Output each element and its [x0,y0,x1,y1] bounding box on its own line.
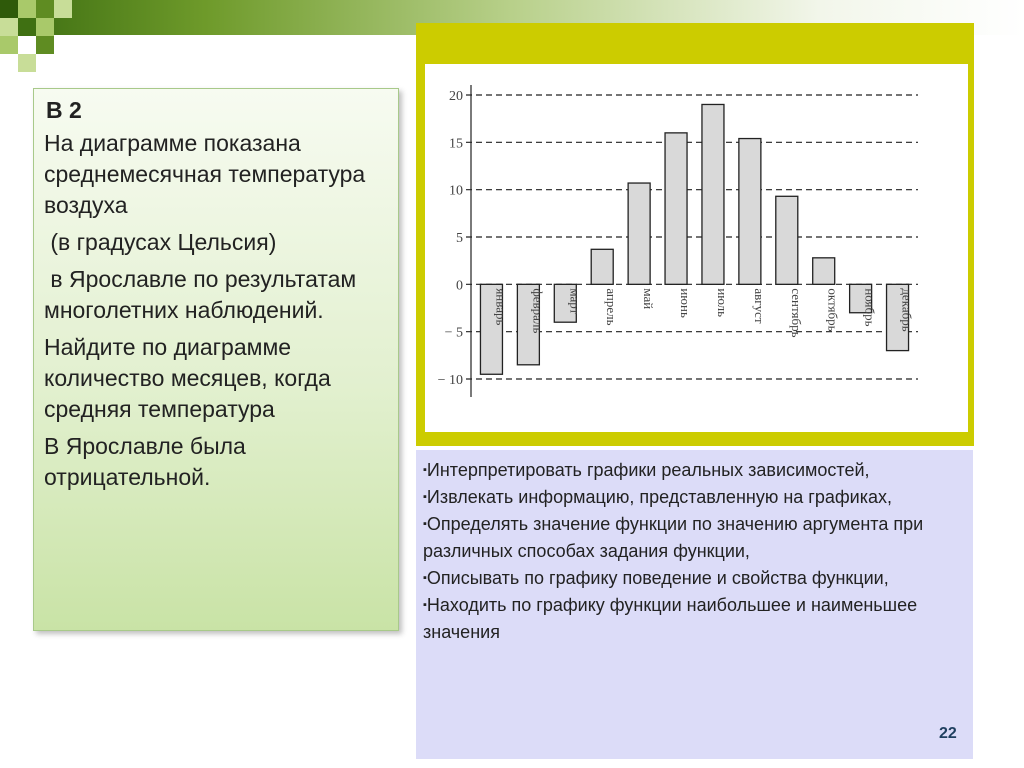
skill-item: ▪Описывать по графику поведение и свойства функции, [423,568,889,588]
skill-item: ▪Находить по графику функции наибольшее и наименьшее значения [423,595,918,642]
bar [702,104,724,284]
bullet-icon: ▪ [423,491,427,503]
x-tick-label: февраль [530,288,546,334]
bar [776,196,798,284]
problem-text: в Ярославле по результатам многолетних наблюдений. [44,266,363,323]
bullet-icon: ▪ [423,518,427,530]
y-tick-label: − 10 [437,373,463,388]
x-tick-label: сентябрь [788,288,804,338]
bullet-icon: ▪ [423,572,427,584]
skill-item: ▪Извлекать информацию, представленную на графиках, [423,487,893,507]
header-square-decoration [18,18,36,36]
x-tick-label: январь [493,288,509,326]
bar [813,258,835,285]
y-tick-label: 5 [456,231,463,246]
x-tick-label: август [751,288,767,324]
skill-item: ▪Определять значение функции по значению аргумента при различных способах задания функции, [423,514,924,561]
x-tick-label: декабрь [899,288,915,332]
y-tick-label: 10 [449,183,463,199]
skill-item: ▪Интерпретировать графики реальных зависимостей, [423,460,870,480]
x-tick-label: апрель [604,288,620,326]
problem-text: (в градусах Цельсия) [44,229,277,255]
problem-question: В Ярославле была отрицательной. [44,433,246,490]
problem-panel [33,88,399,631]
page-number: 22 [939,725,957,742]
bar [591,249,613,284]
bullet-icon: ▪ [423,599,427,611]
problem-number: В 2 [46,97,82,123]
bar [628,183,650,284]
y-tick-label: 15 [449,136,463,152]
header-square-decoration [36,0,54,18]
header-square-decoration [36,36,54,54]
y-tick-label: − 5 [444,325,463,341]
header-square-decoration [0,18,18,36]
x-tick-label: июнь [678,288,694,318]
x-tick-label: май [641,288,657,310]
bar [665,133,687,284]
x-tick-label: ноябрь [862,288,878,327]
x-tick-label: март [567,288,583,315]
header-square-decoration [54,0,72,18]
temperature-bar-chart [425,64,968,432]
chart-frame [416,23,974,446]
skills-list [416,450,973,759]
problem-question: Найдите по диаграмме количество месяцев, когда средняя температура [44,334,331,422]
header-square-decoration [36,18,54,36]
problem-text: На диаграмме показана среднемесячная температура воздуха [44,130,366,218]
bullet-icon: ▪ [423,464,427,476]
y-tick-label: 0 [456,278,463,294]
header-square-decoration [18,0,36,18]
y-tick-label: 20 [449,89,463,104]
x-tick-label: июль [714,288,730,318]
x-tick-label: октябрь [825,288,841,332]
header-square-decoration [0,0,18,18]
header-square-decoration [18,54,36,72]
bar [739,139,761,285]
chart-area [425,64,968,432]
header-square-decoration [0,36,18,54]
